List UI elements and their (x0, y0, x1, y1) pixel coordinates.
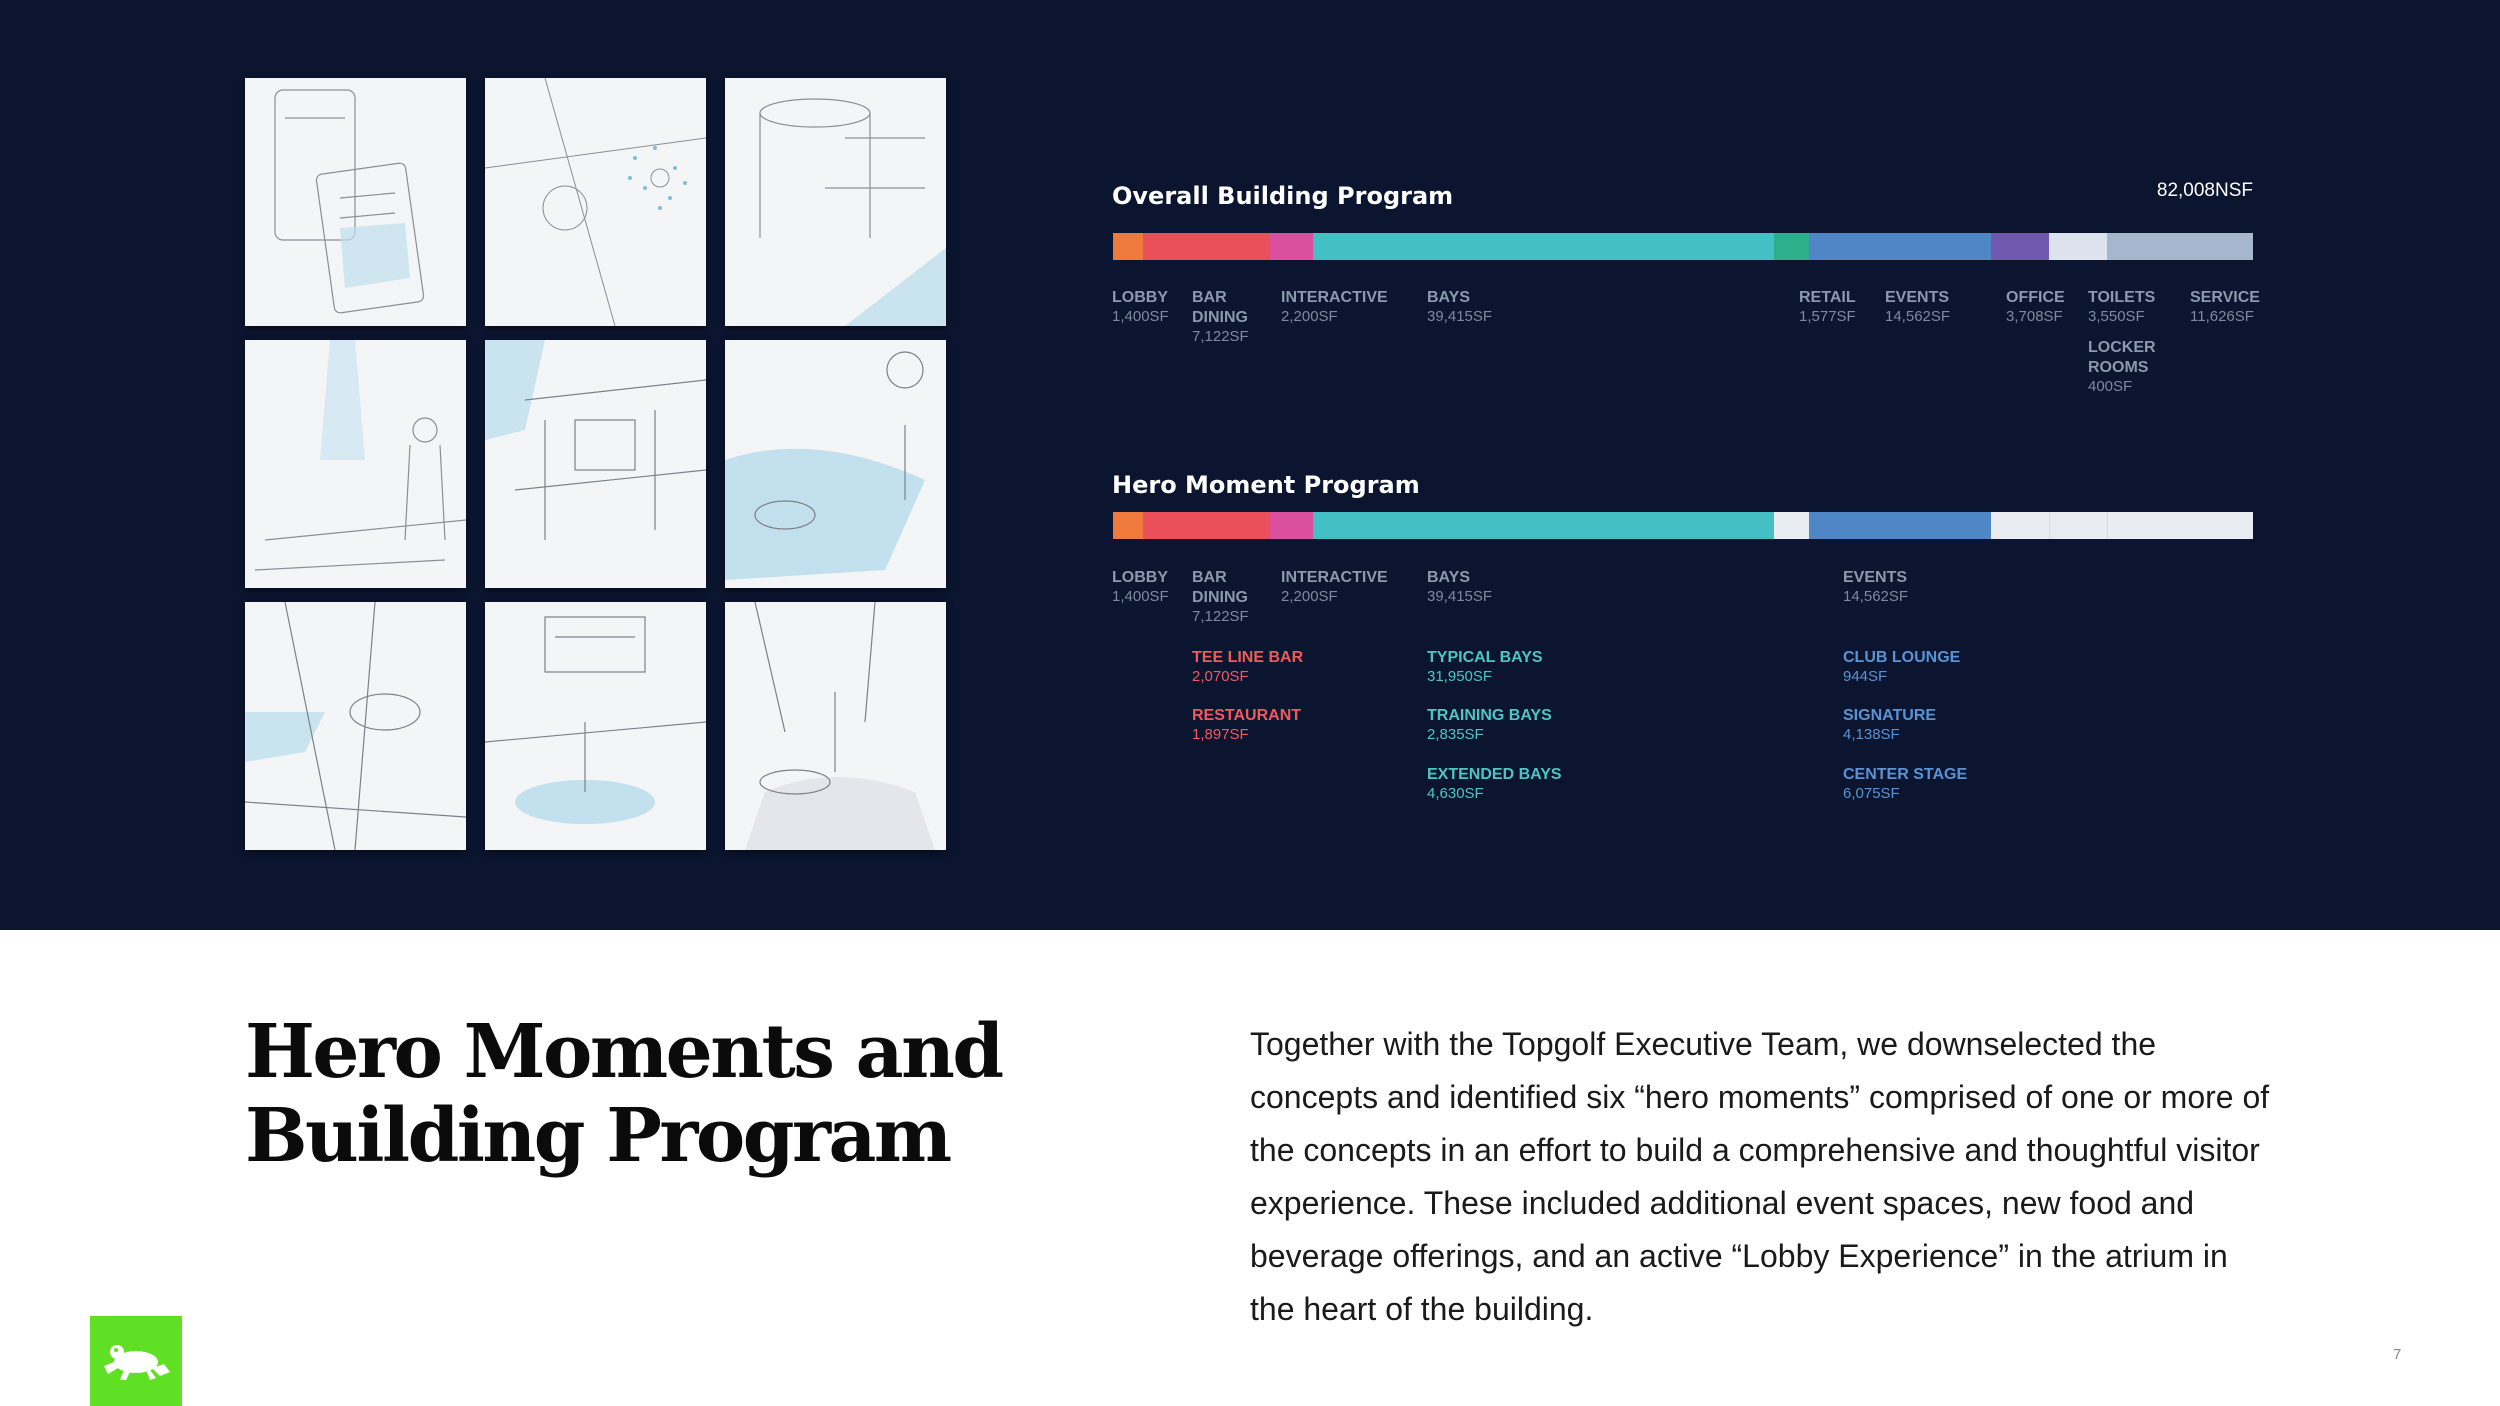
sketch-image (245, 78, 466, 326)
hero-sub-training-bays (1427, 706, 1552, 744)
sketch-grid (245, 78, 947, 852)
hero-sub-center-stage (1843, 765, 1967, 803)
sketch-image (485, 340, 706, 588)
label-value: 31,950SF (1427, 668, 1493, 685)
label-office (2006, 288, 2065, 326)
sketch-image (485, 602, 706, 850)
label-name: SERVICE (2190, 289, 2260, 306)
label-events (1885, 288, 1950, 326)
label-name: INTERACTIVE (1281, 569, 1388, 586)
label-value: 3,550SF (2088, 308, 2145, 325)
label-value: 14,562SF (1885, 308, 1951, 325)
sketch-image (725, 340, 946, 588)
overall-program-bar (1113, 233, 2253, 260)
label-name: INTERACTIVE (1281, 289, 1388, 306)
hero-sub-tee-line-bar (1192, 648, 1303, 686)
label-value: 1,400SF (1112, 308, 1169, 325)
label-name: CENTER STAGE (1843, 766, 1968, 783)
sketch-image (245, 602, 466, 850)
bar-segment-retail (1774, 233, 1809, 260)
label-name: LOBBY (1112, 569, 1168, 586)
sketch-image (725, 602, 946, 850)
frog-logo (90, 1316, 182, 1406)
bar-divider (2049, 512, 2050, 539)
hero-sub-club-lounge (1843, 648, 1960, 686)
sketch-image (725, 78, 946, 326)
label-retail (1799, 288, 1856, 326)
label-name: CLUB LOUNGE (1843, 649, 1961, 666)
label-locker-rooms (2088, 338, 2168, 396)
label-value: 2,200SF (1281, 588, 1338, 605)
label-value: 2,200SF (1281, 308, 1338, 325)
label-value: 39,415SF (1427, 308, 1493, 325)
label-value: 7,122SF (1192, 608, 1249, 625)
label-name: RETAIL (1799, 289, 1856, 306)
bar-segment-toilets (2049, 233, 2107, 260)
page-heading: Hero Moments and Building Program (245, 1009, 1002, 1179)
label-value: 6,075SF (1843, 785, 1900, 802)
label-service (2190, 288, 2260, 326)
bar-segment-events (1809, 512, 1991, 539)
overall-total: 82,008NSF (2156, 180, 2253, 201)
label-name: RESTAURANT (1192, 707, 1302, 724)
hero-label-bays (1427, 568, 1492, 606)
hero-sub-typical-bays (1427, 648, 1543, 686)
label-value: 3,708SF (2006, 308, 2063, 325)
label-value: 1,577SF (1799, 308, 1856, 325)
bar-segment-service (2107, 233, 2253, 260)
label-value: 2,835SF (1427, 726, 1484, 743)
sketch-image (245, 340, 466, 588)
label-name: SIGNATURE (1843, 707, 1937, 724)
hero-program-bar (1113, 512, 2253, 539)
hero-sub-signature (1843, 706, 1936, 744)
label-value: 4,138SF (1843, 726, 1900, 743)
bar-segment-muted (1991, 512, 2253, 539)
label-value: 4,630SF (1427, 785, 1484, 802)
bar-segment-bar-dining (1143, 233, 1270, 260)
label-value: 39,415SF (1427, 588, 1493, 605)
bar-segment-bar-dining (1143, 512, 1270, 539)
label-value: 1,897SF (1192, 726, 1249, 743)
label-toilets (2088, 288, 2155, 326)
label-name: TYPICAL BAYS (1427, 649, 1543, 666)
label-name: EXTENDED BAYS (1427, 766, 1562, 783)
label-name: TRAINING BAYS (1427, 707, 1552, 724)
bar-segment-lobby (1113, 512, 1143, 539)
bar-segment-office (1991, 233, 2049, 260)
bar-segment-bays (1313, 512, 1774, 539)
bar-segment-interactive (1270, 512, 1313, 539)
bar-segment-interactive (1270, 233, 1313, 260)
label-value: 400SF (2088, 378, 2133, 395)
label-value: 2,070SF (1192, 668, 1249, 685)
label-interactive (1281, 288, 1388, 326)
bar-segment-events (1809, 233, 1991, 260)
label-bar-dining (1192, 288, 1262, 346)
label-value: 944SF (1843, 668, 1888, 685)
label-value: 11,626SF (2190, 308, 2254, 325)
hero-program-title: Hero Moment Program (1112, 471, 1420, 499)
label-lobby (1112, 288, 1169, 326)
label-name: OFFICE (2006, 289, 2065, 306)
label-name: TOILETS (2088, 289, 2156, 306)
bar-divider (2107, 512, 2108, 539)
page-number: 7 (2393, 1346, 2402, 1363)
label-value: 7,122SF (1192, 328, 1249, 345)
label-value: 1,400SF (1112, 588, 1169, 605)
hero-sub-extended-bays (1427, 765, 1562, 803)
overall-program-title: Overall Building Program (1112, 182, 1454, 210)
label-name: BAYS (1427, 569, 1470, 586)
bar-segment-muted (1774, 512, 1809, 539)
label-name: BAR DINING (1192, 289, 1248, 326)
label-name: EVENTS (1843, 569, 1908, 586)
bar-segment-bays (1313, 233, 1774, 260)
bar-segment-lobby (1113, 233, 1143, 260)
label-name: BAYS (1427, 289, 1470, 306)
label-name: TEE LINE BAR (1192, 649, 1304, 666)
body-paragraph: Together with the Topgolf Executive Team, we downselected the concepts and identified six “hero moments” comprised of one or more of the concepts in an effort to build a comprehensive and thoughtful visitor experience. These included additional event spaces, new food and beverage offerings, and an active “Lobby Experience” in the atrium in the heart of the building. (1250, 1026, 2270, 1327)
label-name: LOCKER ROOMS (2088, 339, 2156, 376)
label-value: 14,562SF (1843, 588, 1909, 605)
frog-icon (90, 1316, 182, 1406)
hero-label-bar-dining (1192, 568, 1262, 626)
hero-label-interactive (1281, 568, 1388, 606)
sketch-image (485, 78, 706, 326)
label-name: BAR DINING (1192, 569, 1248, 606)
label-name: LOBBY (1112, 289, 1168, 306)
hero-label-lobby (1112, 568, 1169, 606)
hero-sub-restaurant (1192, 706, 1301, 744)
label-bays (1427, 288, 1492, 326)
hero-label-events (1843, 568, 1908, 606)
label-name: EVENTS (1885, 289, 1950, 306)
